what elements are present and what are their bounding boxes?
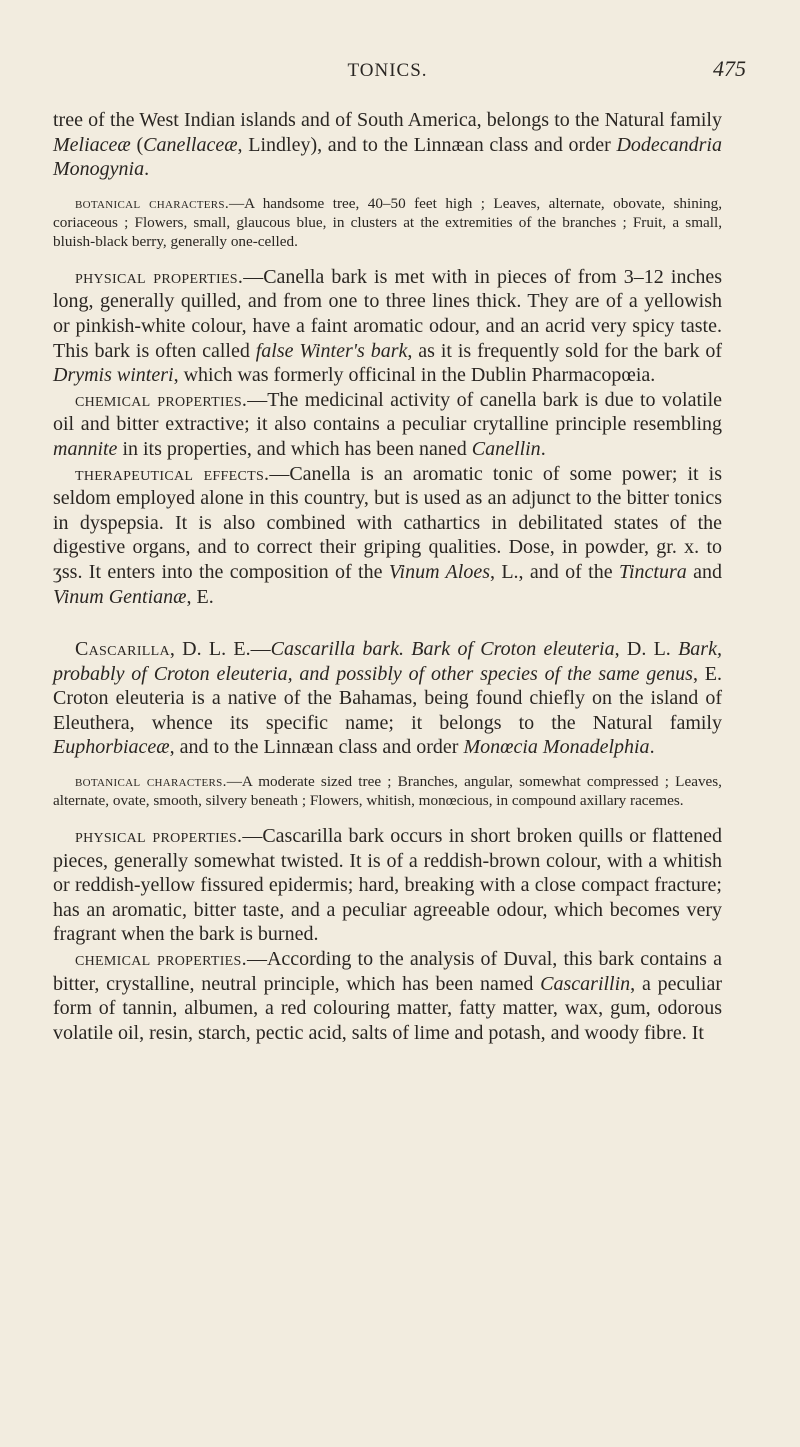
section-text: , and to the Linnæan class and order (169, 736, 464, 759)
intro-text-3: , Lindley), and to the Linnæan class and order (237, 133, 617, 156)
canella-therapeutical-effects (53, 462, 722, 610)
pharmacopoeia-refs: , D. L. (614, 638, 679, 661)
section-label: botanical characters. (75, 194, 229, 212)
class-order-dodecandria: Dodecandria Monogynia (53, 133, 722, 181)
section-label: physical properties. (75, 265, 244, 288)
cascarilla-botanical-characters (53, 772, 722, 810)
canella-intro-paragraph (53, 108, 722, 182)
page-number: 475 (713, 56, 746, 81)
term-cascarillin: Cascarillin (540, 972, 631, 995)
section-label: therapeutical effects. (75, 462, 270, 485)
section-text: and (686, 560, 722, 583)
term-bark-probably: Bark, probably of Croton eleuteria, and possibly of other species of the same genus (53, 638, 722, 685)
running-title: TONICS. (347, 60, 428, 81)
section-label: physical properties. (75, 825, 243, 848)
section-text: —According to the analysis of Duval, this bark contains a bitter, crystalline, neutral principle, which has been named (53, 948, 723, 995)
term-vinum-gentianae: Vinum Gentianæ (53, 585, 187, 608)
cascarilla-physical-properties (53, 824, 722, 947)
cascarilla-heading-paragraph (53, 637, 722, 760)
section-text: —The medicinal activity of canella bark is due to volatile oil and bitter extractive; it also contains a peculiar crytalline principle resembling (53, 388, 722, 436)
cascarilla-chemical-properties (53, 947, 722, 1045)
class-order-monoecia: Monœcia Monadelphia (463, 736, 650, 759)
term-bark-of-croton: Bark of Croton eleuteria (411, 638, 615, 661)
section-text: —Cascarilla bark occurs in short broken quills or flattened pieces, generally somewhat twisted. It is of a reddish-brown colour, with a whitish or reddish-yellow fissured epidermis; hard, breaking with a close compact fracture; has an aromatic, bitter taste, and a peculiar agreeable odour, which becomes very fragrant when the bark is burned. (53, 825, 722, 946)
section-text: Croton eleuteria is a native of the Bahamas, being found chiefly on the island of Eleuthera, whence its specific name; it belongs to the Natural family (53, 687, 722, 734)
canella-botanical-characters (53, 194, 722, 251)
term-mannite: mannite (53, 437, 118, 460)
family-canellaceae: Canellaceæ (143, 133, 238, 156)
section-label: chemical properties. (75, 948, 247, 971)
term-canellin: Canellin (471, 437, 541, 460)
intro-text-2: ( (130, 133, 144, 156)
section-text: —A handsome tree, 40–50 feet high ; Leaves, alternate, obovate, shining, coriaceous ; Flowers, small, glaucous blue, in clusters at the extremities of the branches ; Fruit, a small, bluish-black berry, generally one-celled. (53, 194, 722, 250)
section-text: , as it is frequently sold for the bark of (407, 339, 723, 362)
section-text: —Canella bark is met with in pieces of from 3–12 inches long, generally quilled, and from one to three lines thick. They are of a yellowish or pinkish-white colour, have a faint aromatic odour, and an acrid very spicy taste. This bark is often called (53, 265, 723, 362)
section-text: . (540, 437, 546, 460)
intro-text-4: . (144, 158, 150, 181)
false-winters-bark: false Winter's bark (255, 339, 408, 362)
family-euphorbiaceae: Euphorbiaceæ (53, 736, 170, 759)
canella-chemical-properties (53, 388, 722, 462)
term-vinum-aloes: Vinum Aloes (388, 560, 490, 583)
canella-physical-properties (53, 265, 722, 388)
section-label: botanical characters. (75, 773, 227, 791)
section-text: , a peculiar form of tannin, albumen, a red colouring matter, fatty matter, wax, gum, odorous volatile oil, resin, starch, pectic acid, salts of lime and potash, and woody fibre. It (53, 972, 723, 1044)
section-text: , L., and of the (489, 560, 619, 583)
running-head (53, 56, 746, 96)
section-text: , which was formerly officinal in the Dublin Pharmacopœia. (173, 364, 656, 387)
section-text: —Canella is an aromatic tonic of some power; it is seldom employed alone in this country, but is used as an adjunct to the bitter tonics in dyspepsia. It is also combined with cathartics in debilitated states of the digestive organs, and to correct their griping qualities. Dose, in powder, gr. x. to ʒss. It enters into the composition of the (53, 462, 722, 583)
family-meliaceae: Meliaceæ (53, 133, 131, 156)
section-text: in its properties, and which has been naned (117, 437, 472, 460)
intro-text-1: tree of the West Indian islands and of South America, belongs to the Natural family (53, 109, 722, 131)
species-drymis-winteri: Drymis winteri (53, 364, 174, 387)
section-text: —A moderate sized tree ; Branches, angular, somewhat compressed ; Leaves, alternate, ovate, smooth, silvery beneath ; Flowers, whitish, monœcious, in compound axillary racemes. (53, 773, 722, 810)
section-label: chemical properties. (75, 388, 248, 411)
book-page (0, 56, 800, 1447)
term-tinctura: Tinctura (618, 560, 687, 583)
pharmacopoeia-refs: , E. (692, 662, 723, 685)
section-text: , E. (186, 585, 214, 608)
term-cascarilla-bark: Cascarilla bark. (270, 638, 405, 661)
drug-name-cascarilla: Cascarilla (75, 638, 170, 661)
pharmacopoeia-refs: , D. L. E.— (169, 638, 271, 661)
section-text: . (649, 736, 655, 759)
